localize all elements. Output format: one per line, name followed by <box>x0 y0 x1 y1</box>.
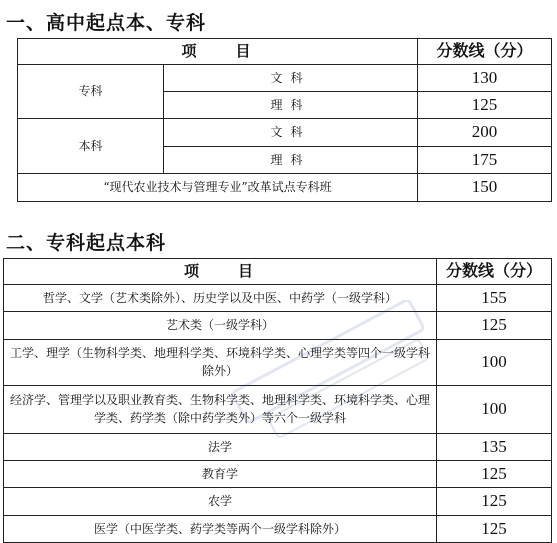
row-label: 艺术类（一级学科） <box>4 312 437 339</box>
header-score: 分数线（分） <box>418 39 552 65</box>
header-score: 分数线（分） <box>437 259 552 285</box>
group-label-zhuanke: 专科 <box>18 64 164 119</box>
row-label: 哲学、文学（艺术类除外）、历史学以及中医、中药学（一级学科） <box>4 285 437 312</box>
table-row <box>4 433 552 460</box>
sub-label: 理科 <box>164 146 418 173</box>
table-row <box>4 488 552 515</box>
score-value: 125 <box>418 92 552 119</box>
row-label: 法学 <box>4 433 437 460</box>
section1-heading: 一、高中起点本、专科 <box>6 12 207 34</box>
row-label: 经济学、管理学以及职业教育类、生物科学类、地理科学类、环境科学类、心理学类、药学类（除中药学类外）等六个一级学科 <box>4 385 437 433</box>
table-row <box>18 64 552 91</box>
table-row <box>4 515 552 542</box>
table-row <box>4 385 552 433</box>
row-label: 农学 <box>4 488 437 515</box>
row-label: 工学、理学（生物科学类、地理科学类、环境科学类、心理学类等四个一级学科除外） <box>4 339 437 385</box>
score-value: 125 <box>437 515 552 542</box>
table-header-row <box>18 39 552 65</box>
table-row <box>18 174 552 201</box>
table-row <box>4 461 552 488</box>
score-value: 150 <box>418 174 552 201</box>
table-row <box>4 312 552 339</box>
table-row <box>4 339 552 385</box>
special-label: “现代农业技术与管理专业”改革试点专科班 <box>18 174 418 201</box>
score-value: 125 <box>437 312 552 339</box>
table-row <box>4 285 552 312</box>
section2-heading: 二、专科起点本科 <box>6 232 167 254</box>
score-value: 130 <box>418 64 552 91</box>
group-label-benke: 本科 <box>18 119 164 174</box>
score-value: 125 <box>437 461 552 488</box>
table-high-school-start <box>17 38 552 202</box>
score-value: 155 <box>437 285 552 312</box>
table-header-row <box>4 259 552 285</box>
sub-label: 文科 <box>164 64 418 91</box>
score-value: 100 <box>437 385 552 433</box>
row-label: 教育学 <box>4 461 437 488</box>
header-item: 项 目 <box>18 39 418 65</box>
sub-label: 文科 <box>164 119 418 146</box>
table-junior-college-start <box>3 258 552 543</box>
score-value: 100 <box>437 339 552 385</box>
score-value: 125 <box>437 488 552 515</box>
table-row <box>18 119 552 146</box>
score-value: 175 <box>418 146 552 173</box>
sub-label: 理科 <box>164 92 418 119</box>
header-item: 项 目 <box>4 259 437 285</box>
score-value: 200 <box>418 119 552 146</box>
score-value: 135 <box>437 433 552 460</box>
row-label: 医学（中医学类、药学类等两个一级学科除外） <box>4 515 437 542</box>
